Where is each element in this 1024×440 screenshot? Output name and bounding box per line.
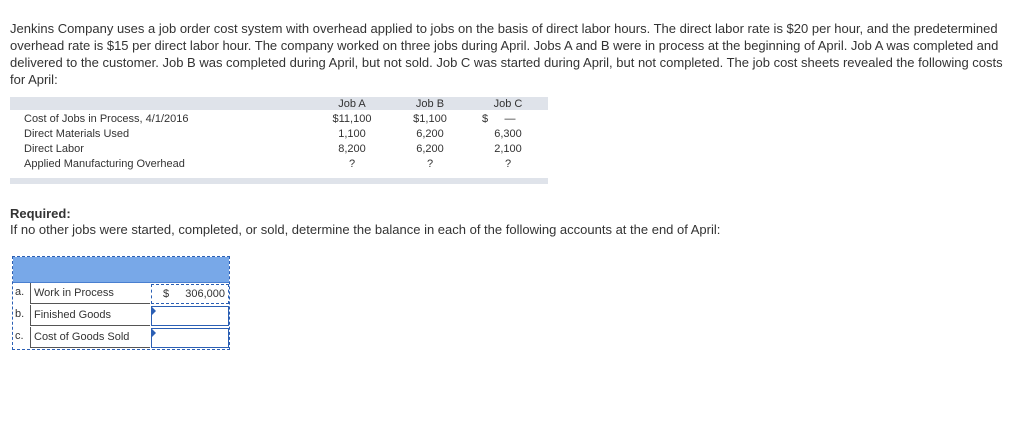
work-in-process-value: 306,000 <box>185 288 225 300</box>
column-header-job-a: Job A <box>338 98 366 110</box>
row-label-beginning-wip: Cost of Jobs in Process, 4/1/2016 <box>24 113 189 125</box>
cell-job-c-direct-materials: 6,300 <box>494 128 522 140</box>
cell-job-c-direct-labor: 2,100 <box>494 143 522 155</box>
table-footer-bar <box>10 178 548 184</box>
answer-table-header <box>13 257 229 283</box>
cell-job-b-direct-labor: 6,200 <box>416 143 444 155</box>
cell-job-a-direct-labor: 8,200 <box>338 143 366 155</box>
answer-row-finished-goods <box>13 305 229 327</box>
input-marker-icon <box>152 329 156 337</box>
answer-letter: b. <box>15 308 25 320</box>
answer-label: Cost of Goods Sold <box>30 327 150 348</box>
cell-job-b-applied-overhead: ? <box>426 158 434 170</box>
cell-job-c-currency: $ <box>482 113 489 125</box>
cell-job-a-beginning-wip: $11,100 <box>332 113 372 125</box>
job-cost-table <box>10 97 548 184</box>
answer-row-cost-of-goods-sold <box>13 327 229 349</box>
row-label-direct-materials: Direct Materials Used <box>24 128 130 140</box>
column-header-job-b: Job B <box>415 98 445 110</box>
answer-label: Finished Goods <box>30 305 150 326</box>
answer-label: Work in Process <box>30 283 150 304</box>
answer-letter: c. <box>15 330 24 342</box>
answer-letter: a. <box>15 286 25 298</box>
cell-job-c-beginning-wip: — <box>504 113 516 125</box>
cost-of-goods-sold-input[interactable] <box>151 328 229 348</box>
problem-description: Jenkins Company uses a job order cost system with overhead applied to jobs on the basis of direct labor hours. The direct labor rate is $20 per hour, and the predetermined overhead rate is $15 per direct labor hour. The company worked on three jobs during April. Jobs A and B were in process at the beginning of April. Job A was completed and delivered to the customer. Job B was completed during April, but not sold. Job C was started during April, but not completed. The job cost sheets revealed the following costs for April: <box>10 21 1003 87</box>
required-instructions: If no other jobs were started, completed, or sold, determine the balance in each of the following accounts at the end of April: <box>10 222 721 237</box>
answer-table <box>12 256 230 350</box>
input-marker-icon <box>152 307 156 315</box>
table-header-bar <box>10 97 548 110</box>
currency-symbol: $ <box>163 288 170 300</box>
cell-job-c-applied-overhead: ? <box>504 158 512 170</box>
row-label-direct-labor: Direct Labor <box>24 143 84 155</box>
column-header-job-c: Job C <box>493 98 523 110</box>
answer-row-work-in-process <box>13 283 229 305</box>
row-label-applied-overhead: Applied Manufacturing Overhead <box>24 158 185 170</box>
cell-job-a-direct-materials: 1,100 <box>338 128 366 140</box>
cell-job-b-direct-materials: 6,200 <box>416 128 444 140</box>
cell-job-a-applied-overhead: ? <box>348 158 356 170</box>
cell-job-b-beginning-wip: $1,100 <box>413 113 447 125</box>
finished-goods-input[interactable] <box>151 306 229 326</box>
work-in-process-input[interactable] <box>151 284 229 304</box>
required-heading: Required: <box>10 206 71 221</box>
